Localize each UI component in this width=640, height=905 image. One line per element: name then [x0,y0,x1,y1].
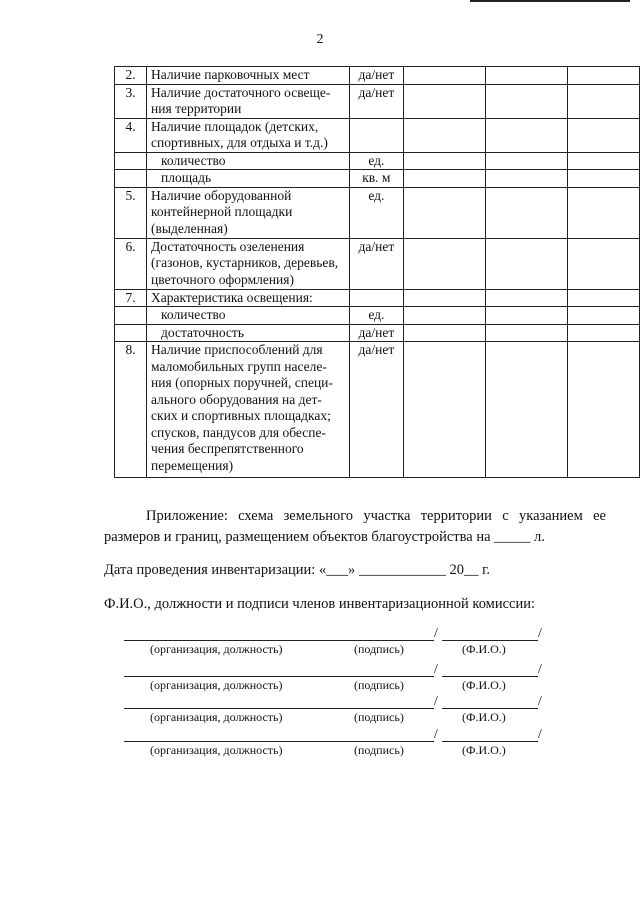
value-cell [403,187,485,238]
value-cell [485,289,567,307]
table-row [115,152,640,170]
table-row [115,289,640,307]
row-indicator: Характеристика освещения: [147,289,350,307]
row-indicator: Наличие приспособлений для маломобильных групп населе-ния (опорных поручней, специ-ального оборудования на дет-ских и спортивных площадках; спусков, пандусов для обеспе-чения беспрепятственного перемещения) [147,342,350,478]
row-unit: кв. м [350,170,403,188]
value-cell [567,238,639,289]
signature-line [124,676,434,677]
signature-label: (подпись) [354,678,404,692]
slash-separator: / [434,662,438,677]
value-cell [485,187,567,238]
value-cell [485,152,567,170]
value-cell [485,238,567,289]
row-unit [350,289,403,307]
row-indicator: количество [147,307,350,325]
table-row [115,307,640,325]
row-number [115,307,147,325]
slash-separator: / [434,694,438,709]
value-cell [567,67,639,85]
signature-label: (подпись) [354,743,404,757]
row-unit: ед. [350,307,403,325]
row-indicator: Наличие парковочных мест [147,67,350,85]
slash-separator: / [434,727,438,742]
fio-line [442,741,538,742]
row-indicator: Наличие достаточного освеще-ния территории [147,84,350,118]
row-unit: да/нет [350,67,403,85]
row-unit: ед. [350,187,403,238]
fio-line [442,640,538,641]
signature-line [124,708,434,709]
signature-line [124,640,434,641]
table-row [115,238,640,289]
appendix-note: Приложение: схема земельного участка территории с указанием ее размеров и границ, размещением объектов благоустройства на _____ л. [104,508,606,545]
signature-label: (подпись) [354,642,404,656]
row-indicator: Достаточность озеленения (газонов, кустарников, деревьев, цветочного оформления) [147,238,350,289]
row-number: 3. [115,84,147,118]
org-position-label: (организация, должность) [150,743,283,757]
value-cell [485,324,567,342]
row-number: 6. [115,238,147,289]
slash-separator: / [538,662,542,677]
fio-label: (Ф.И.О.) [462,642,506,656]
value-cell [485,170,567,188]
value-cell [403,170,485,188]
value-cell [403,289,485,307]
row-indicator: достаточность [147,324,350,342]
row-indicator: Наличие оборудованной контейнерной площадки (выделенная) [147,187,350,238]
fio-line [442,708,538,709]
value-cell [403,324,485,342]
fio-label: (Ф.И.О.) [462,743,506,757]
signature-label: (подпись) [354,710,404,724]
row-number [115,152,147,170]
org-position-label: (организация, должность) [150,710,283,724]
org-position-label: (организация, должность) [150,642,283,656]
value-cell [485,118,567,152]
table-row [115,67,640,85]
row-unit: да/нет [350,238,403,289]
value-cell [403,307,485,325]
row-number [115,324,147,342]
value-cell [567,342,639,478]
fio-line [442,676,538,677]
value-cell [567,84,639,118]
row-number: 4. [115,118,147,152]
value-cell [567,152,639,170]
value-cell [567,289,639,307]
value-cell [485,67,567,85]
row-number: 2. [115,67,147,85]
slash-separator: / [434,626,438,641]
table-row [115,84,640,118]
row-unit: да/нет [350,324,403,342]
commission-heading: Ф.И.О., должности и подписи членов инвентаризационной комиссии: [104,596,536,612]
value-cell [403,152,485,170]
slash-separator: / [538,626,542,641]
table-row [115,118,640,152]
row-number: 5. [115,187,147,238]
signature-row [124,626,544,662]
slash-separator: / [538,694,542,709]
page-number: 2 [316,32,324,47]
table-row [115,170,640,188]
value-cell [567,118,639,152]
signature-row [124,662,544,698]
slash-separator: / [538,727,542,742]
top-rule [470,0,630,2]
row-unit: да/нет [350,84,403,118]
value-cell [485,342,567,478]
row-indicator: количество [147,152,350,170]
value-cell [403,342,485,478]
value-cell [403,84,485,118]
inventory-table [114,66,640,478]
row-unit [350,118,403,152]
row-unit: ед. [350,152,403,170]
signature-line [124,741,434,742]
row-unit: да/нет [350,342,403,478]
value-cell [567,170,639,188]
org-position-label: (организация, должность) [150,678,283,692]
table-row [115,324,640,342]
value-cell [567,324,639,342]
fio-label: (Ф.И.О.) [462,678,506,692]
value-cell [403,238,485,289]
row-number [115,170,147,188]
value-cell [403,118,485,152]
row-indicator: площадь [147,170,350,188]
table-row [115,342,640,478]
value-cell [567,187,639,238]
signature-row [124,694,544,730]
signature-row [124,727,544,763]
row-indicator: Наличие площадок (детских, спортивных, для отдыха и т.д.) [147,118,350,152]
value-cell [485,84,567,118]
table-row [115,187,640,238]
value-cell [485,307,567,325]
inventory-date-line: Дата проведения инвентаризации: «___» ____________ 20__ г. [104,562,491,578]
value-cell [567,307,639,325]
row-number: 8. [115,342,147,478]
fio-label: (Ф.И.О.) [462,710,506,724]
value-cell [403,67,485,85]
row-number: 7. [115,289,147,307]
